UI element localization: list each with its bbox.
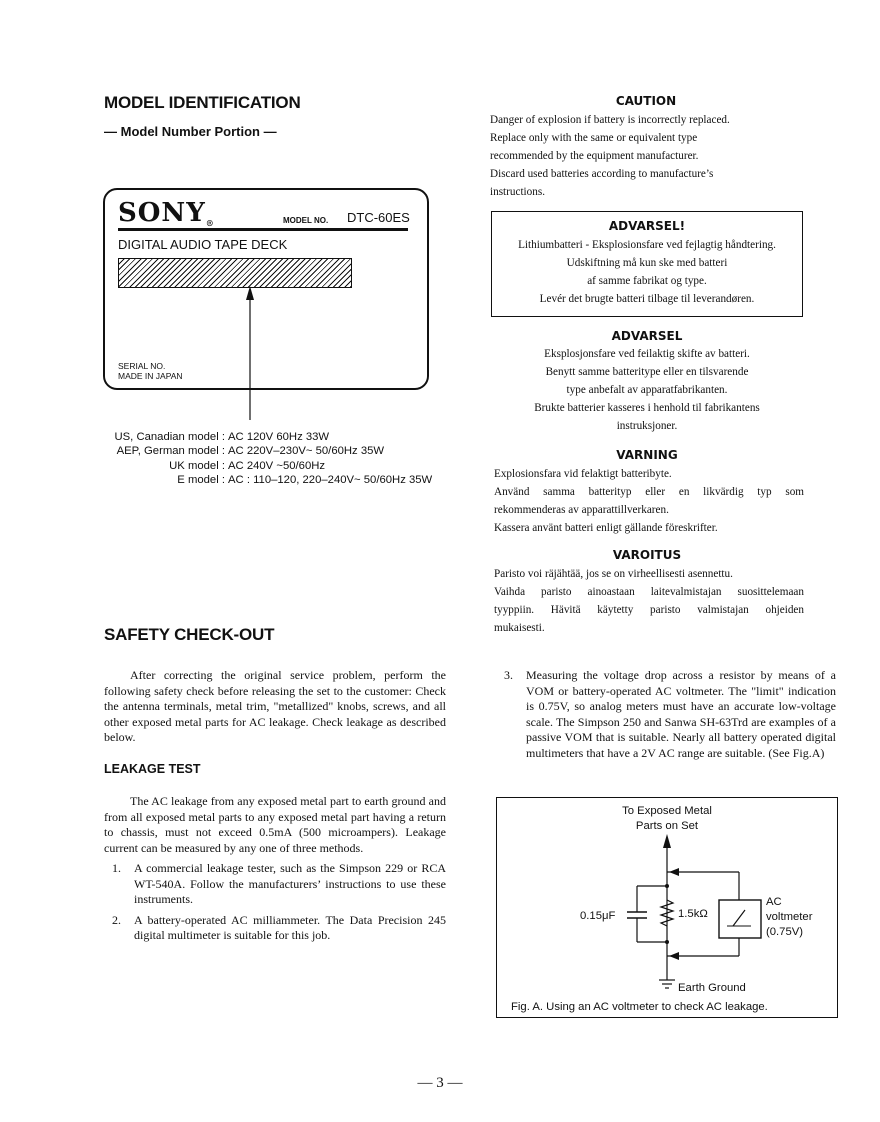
spec-value: AC 120V 60Hz 33W	[228, 431, 330, 443]
model-number-subtitle: — Model Number Portion —	[104, 124, 277, 139]
safety-intro: After correcting the original service problem, perform the following safety check before releasing the set to the customer: Check the antenna terminals, metal trim, "metallized" knobs, screws, and all other exposed metal parts for AC leakage. Check leakage as described below.	[104, 668, 446, 744]
advarsel-dk-text	[491, 236, 803, 308]
safety-checkout-title: SAFETY CHECK-OUT	[104, 625, 275, 644]
advarsel-dk-line: Lithiumbatteri - Eksplosionsfare ved fejlagtig håndtering.	[518, 239, 776, 251]
advarsel-no-line: instruksjoner.	[616, 420, 678, 432]
voltmeter-label-line: AC	[766, 896, 782, 908]
power-spec-row	[104, 473, 444, 487]
spec-region: US, Canadian model :	[114, 431, 225, 443]
capacitor-label: 0.15μF	[580, 910, 616, 922]
spec-region: E model :	[177, 473, 225, 486]
step-text: A battery-operated AC milliammeter. The Data Precision 245 digital multimeter is suitable for this job.	[134, 912, 446, 942]
varoitus-line: Vaihda paristo ainoastaan laitevalmistajan suosittelemaan	[494, 586, 804, 598]
sony-logo: SONY®	[118, 198, 215, 228]
leakage-intro: The AC leakage from any exposed metal part to earth ground and from all exposed metal parts to any exposed metal part having a return to chassis, must not exceed 0.5mA (500 microampers). Leakage current can be measured by any one of three methods.	[104, 794, 446, 855]
power-spec-row	[104, 459, 444, 473]
varoitus-text	[494, 565, 804, 637]
power-specs	[104, 430, 444, 487]
varning-line: Explosionsfara vid felaktigt batteribyte.	[494, 468, 672, 480]
step-text: A commercial leakage tester, such as the Simpson 229 or RCA WT-540A. Follow the manufacturers’ instructions to use these instruments.	[134, 861, 446, 906]
model-no-label: MODEL NO.	[283, 216, 329, 225]
made-in-japan-label: MADE IN JAPAN	[118, 371, 183, 381]
list-item	[104, 913, 446, 944]
advarsel-dk-line: Udskiftning må kun ske med batteri	[566, 257, 728, 269]
pointer-arrow-icon	[242, 286, 258, 420]
advarsel-no-line: Benytt samme batteritype eller en tilsvarende	[545, 366, 749, 378]
caution-title: CAUTION	[615, 94, 677, 108]
caution-line: Discard used batteries according to manufacture’s	[490, 168, 714, 180]
page-number: — 3 —	[417, 1075, 463, 1091]
spec-region: UK model :	[169, 459, 225, 472]
nameplate-rule	[118, 228, 408, 231]
varoitus-line: tyyppiin. Hävitä käytetty paristo valmistajan ohjeiden	[494, 604, 804, 616]
advarsel-no-text	[491, 345, 803, 435]
advarsel-no-line: Brukte batterier kasseres i henhold til fabrikantens	[534, 402, 760, 414]
varning-line: Kassera använt batteri enligt gällande föreskrifter.	[494, 522, 718, 534]
voltmeter-label-line: (0.75V)	[766, 926, 804, 938]
model-number-hatched-field	[118, 258, 352, 288]
step-number: 3.	[504, 668, 513, 682]
varning-title: VARNING	[616, 448, 678, 462]
spec-region: AEP, German model :	[116, 445, 225, 458]
power-spec-row	[104, 430, 444, 444]
advarsel-dk-line: Levér det brugte batteri tilbage til leverandøren.	[539, 293, 755, 305]
model-identification-title: MODEL IDENTIFICATION	[104, 93, 301, 112]
leakage-methods-list	[104, 861, 446, 949]
figure-top-label-line: To Exposed Metal	[622, 805, 712, 817]
figure-top-label	[497, 804, 837, 834]
advarsel-no-line: type anbefalt av apparatfabrikanten.	[566, 384, 728, 396]
voltmeter-label	[766, 895, 812, 940]
list-item	[104, 861, 446, 908]
product-name: DIGITAL AUDIO TAPE DECK	[118, 237, 288, 252]
serial-no-label: SERIAL NO.	[118, 361, 166, 371]
advarsel-dk-line: af samme fabrikat og type.	[587, 275, 707, 287]
varning-text	[494, 465, 804, 537]
step-number: 2.	[112, 912, 121, 927]
figure-caption: Fig. A. Using an AC voltmeter to check AC leakage.	[511, 1001, 768, 1013]
varoitus-title: VAROITUS	[612, 548, 682, 562]
spec-value: AC 220V–230V~ 50/60Hz 35W	[228, 445, 385, 458]
caution-text	[490, 111, 810, 201]
power-spec-row	[104, 444, 444, 458]
voltmeter-label-line: voltmeter	[766, 911, 813, 923]
resistor-label: 1.5kΩ	[678, 908, 708, 920]
step-text: Measuring the voltage drop across a resistor by means of a VOM or battery-operated AC voltmeter. The "limit" indication is 0.75V, so analog meters must have an accurate low-voltage scale. The Simpson 250 and Sanwa SH-63Trd are examples of a passive VOM that is suitable. Nearly all battery operated digital multimeters that have a 2V AC range are suitable. (See Fig.A)	[526, 668, 836, 760]
figure-top-label-line: Parts on Set	[635, 820, 699, 832]
varning-line: Använd samma batterityp eller en likvärdig typ som	[494, 486, 804, 498]
advarsel-no-title: ADVARSEL	[611, 329, 683, 343]
list-item	[496, 668, 836, 761]
earth-ground-label: Earth Ground	[678, 982, 746, 994]
spec-value: AC : 110–120, 220–240V~ 50/60Hz 35W	[228, 473, 433, 486]
caution-line: recommended by the equipment manufacturer.	[490, 150, 699, 162]
caution-line: Replace only with the same or equivalent type	[490, 132, 698, 144]
advarsel-dk-title: ADVARSEL!	[608, 219, 686, 233]
leakage-test-title: LEAKAGE TEST	[104, 762, 201, 776]
leakage-methods-list-continued	[496, 668, 836, 766]
varoitus-line: Paristo voi räjähtää, jos se on virheellisesti asennettu.	[494, 568, 733, 580]
step-number: 1.	[112, 861, 121, 875]
varoitus-line: mukaisesti.	[494, 622, 545, 634]
advarsel-no-line: Eksplosjonsfare ved feilaktig skifte av batteri.	[544, 348, 750, 360]
varning-line: rekommenderas av apparattillverkaren.	[494, 504, 669, 516]
caution-line: instructions.	[490, 186, 546, 198]
caution-line: Danger of explosion if battery is incorrectly replaced.	[490, 114, 730, 126]
spec-value: AC 240V ~50/60Hz	[228, 459, 326, 472]
model-no-value: DTC-60ES	[347, 210, 410, 225]
